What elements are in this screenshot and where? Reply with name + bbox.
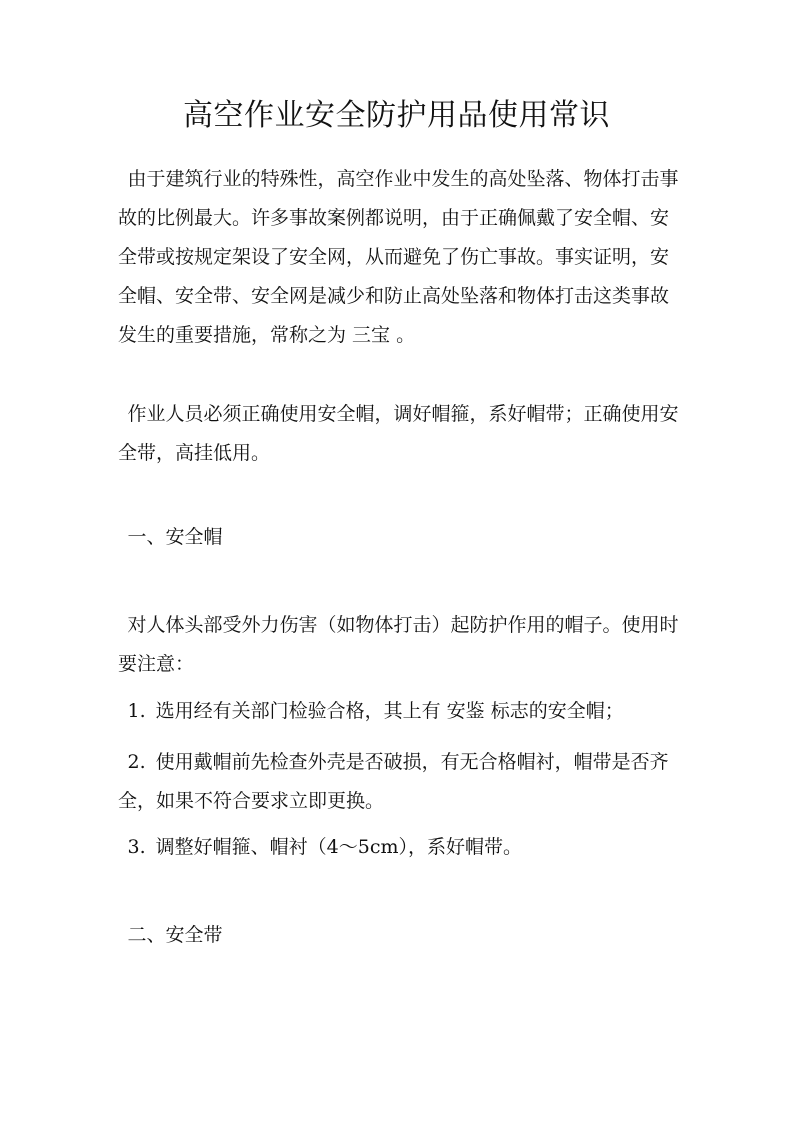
list-item-text: 使用戴帽前先检查外壳是否破损，有无合格帽衬，帽带是否齐全，如果不符合要求立即更换。 bbox=[118, 751, 669, 812]
list-item bbox=[118, 828, 684, 867]
list-item-text: 选用经有关部门检验合格，其上有 安鉴 标志的安全帽； bbox=[155, 700, 624, 722]
intro-paragraph: 由于建筑行业的特殊性，高空作业中发生的高处坠落、物体打击事故的比例最大。许多事故案例都说明，由于正确佩戴了安全帽、安全带或按规定架设了安全网，从而避免了伤亡事故。事实证明，安全帽、安全带、安全网是减少和防止高处坠落和物体打击这类事故发生的重要措施，常称之为 三宝 。 bbox=[118, 168, 679, 346]
list-item-number: 1. bbox=[127, 700, 146, 722]
page-title: 高空作业安全防护用品使用常识 bbox=[183, 98, 610, 133]
list-item-number: 2. bbox=[127, 751, 146, 773]
list-item bbox=[118, 692, 684, 731]
list-item bbox=[118, 743, 684, 821]
helmet-description: 对人体头部受外力伤害（如物体打击）起防护作用的帽子。使用时要注意： bbox=[118, 614, 679, 675]
list-item-text: 调整好帽箍、帽衬（4～5cm），系好帽带。 bbox=[155, 836, 522, 858]
section-heading-helmet: 一、安全帽 bbox=[127, 526, 223, 548]
list-item-number: 3. bbox=[127, 836, 146, 858]
requirement-paragraph: 作业人员必须正确使用安全帽，调好帽箍，系好帽带；正确使用安全带，高挂低用。 bbox=[118, 403, 679, 464]
section-heading-belt: 二、安全带 bbox=[127, 924, 223, 946]
